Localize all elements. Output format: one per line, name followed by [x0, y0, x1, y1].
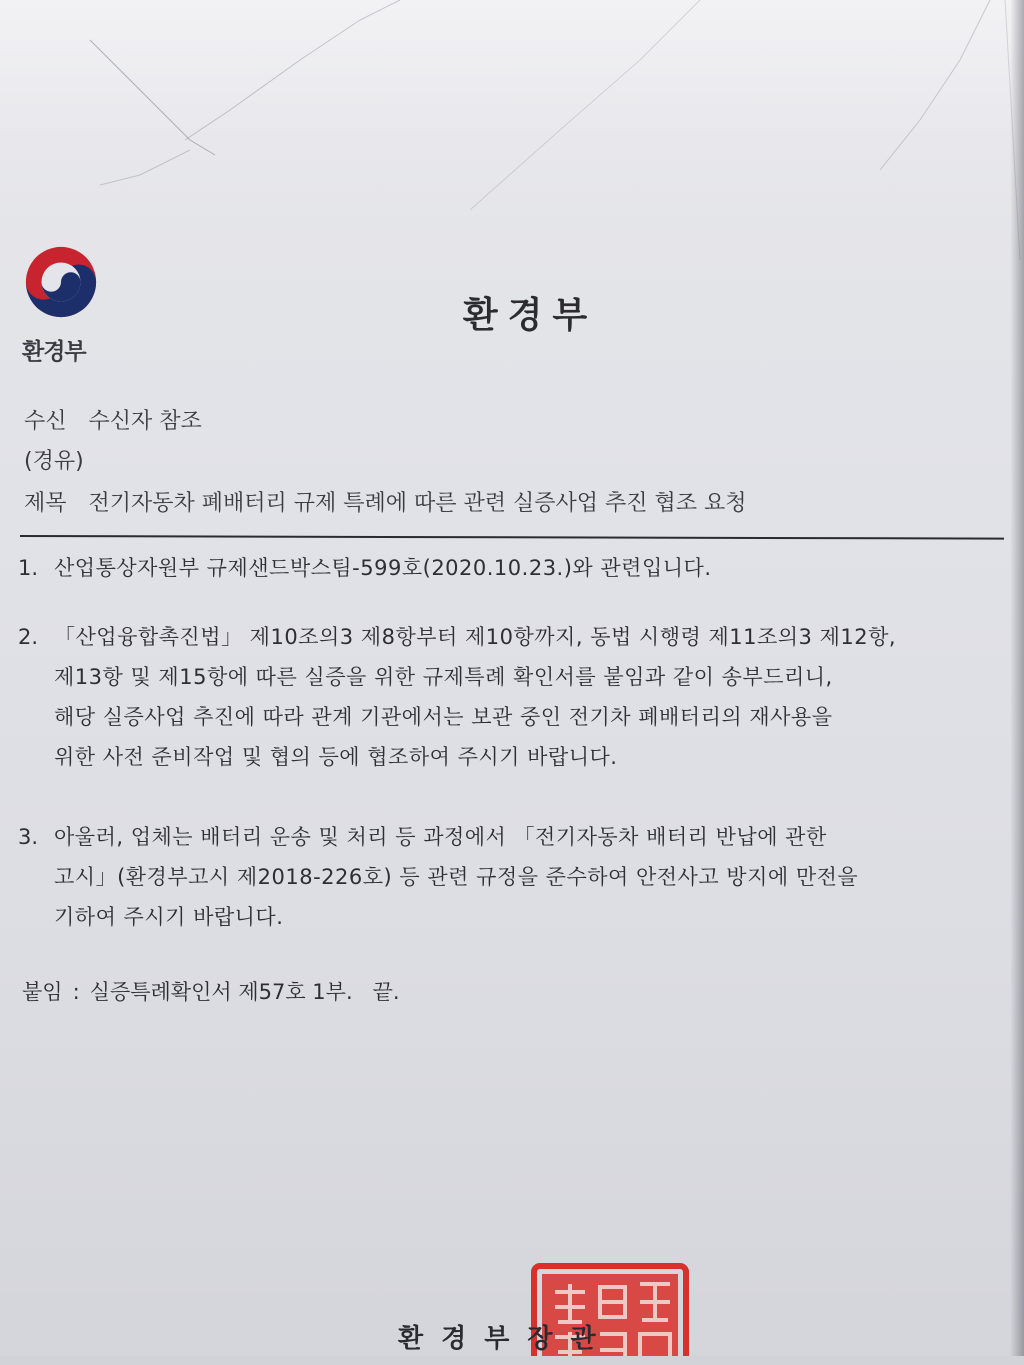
attachment-line	[22, 976, 400, 1006]
taegeuk-emblem-icon	[22, 243, 100, 321]
paragraph-number: 1.	[18, 556, 39, 580]
paragraph-3	[18, 817, 1008, 937]
attachment-separator: :	[72, 980, 80, 1004]
recipient-label: 수신	[24, 409, 67, 434]
logo-label: 환경부	[22, 339, 86, 365]
screen-edge-shadow	[1010, 0, 1024, 1365]
signer-name: 환경부장관	[398, 1324, 614, 1354]
paragraph-line: 아울러, 업체는 배터리 운송 및 처리 등 과정에서 「전기자동차 배터리 반납에 관한	[54, 825, 827, 849]
paragraph-line: 위한 사전 준비작업 및 협의 등에 협조하여 주시기 바랍니다.	[54, 745, 618, 769]
paragraph-line: 고시」(환경부고시 제2018-226호) 등 관련 규정을 준수하여 안전사고 방지에 만전을	[54, 865, 859, 889]
footer-strip	[0, 1356, 1024, 1365]
recipient-line	[24, 404, 202, 435]
recipient-value: 수신자 참조	[88, 409, 202, 434]
screen-glare	[0, 0, 1024, 240]
paragraph-line: 산업통상자원부 규제샌드박스팀-599호(2020.10.23.)와 관련입니다.	[54, 556, 712, 580]
paragraph-line: 제13항 및 제15항에 따른 실증을 위한 규제특례 확인서를 붙임과 같이 송부드리니,	[54, 665, 833, 689]
attachment-value: 실증특례확인서 제57호 1부.	[89, 980, 353, 1004]
ministry-logo	[22, 243, 102, 366]
via-label: (경유)	[24, 449, 84, 474]
paragraph-number: 3.	[18, 825, 39, 849]
paragraph-line: 해당 실증사업 추진에 따라 관계 기관에서는 보관 중인 전기차 폐배터리의 재사용을	[54, 705, 833, 729]
via-line	[24, 444, 84, 475]
attachment-end: 끝.	[372, 980, 400, 1004]
header-divider	[20, 535, 1004, 540]
subject-value: 전기자동차 폐배터리 규제 특례에 따른 관련 실증사업 추진 협조 요청	[88, 491, 747, 516]
subject-label: 제목	[24, 491, 67, 516]
paragraph-2	[18, 617, 1008, 777]
subject-line	[24, 486, 747, 517]
attachment-label: 붙임	[22, 980, 63, 1004]
paragraph-1	[18, 548, 1008, 588]
paragraph-line: 「산업융합촉진법」 제10조의3 제8항부터 제10항까지, 동법 시행령 제11조의3 제12항,	[54, 625, 897, 649]
paragraph-line: 기하여 주시기 바랍니다.	[54, 905, 284, 929]
paragraph-number: 2.	[18, 625, 39, 649]
document-title: 환경부	[462, 295, 598, 336]
